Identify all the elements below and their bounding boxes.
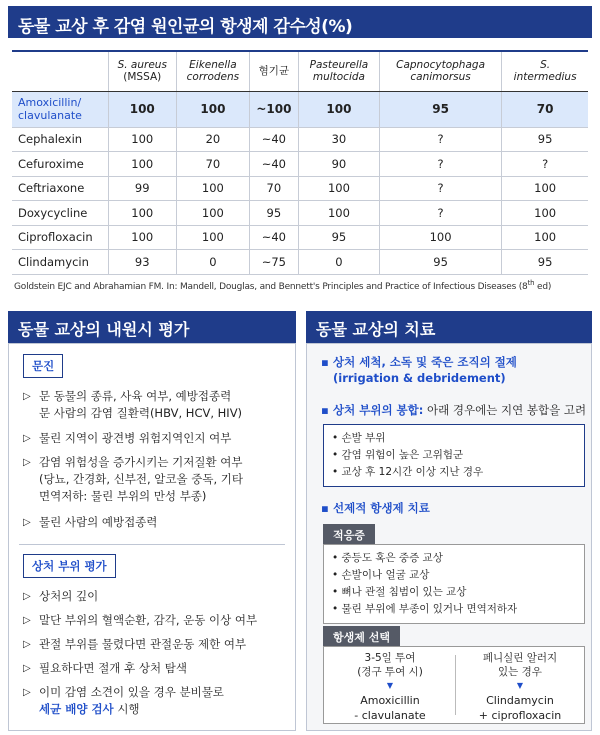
divider (19, 544, 285, 545)
susceptibility-cell: 95 (298, 225, 379, 250)
drug-name-cell: Cephalexin (12, 127, 108, 152)
header-eikenella: Eikenella corrodens (177, 51, 250, 91)
drug-name-cell: Cefuroxime (12, 152, 108, 177)
list-item: ▷ 필요하다면 절개 후 상처 탐색 (23, 661, 187, 675)
susceptibility-cell: 99 (108, 176, 177, 201)
triangle-bullet-icon: ▷ (23, 639, 31, 650)
triangle-bullet-icon: ▷ (23, 687, 31, 698)
divider (455, 655, 456, 715)
susceptibility-cell: 100 (298, 201, 379, 226)
susceptibility-cell: 100 (108, 152, 177, 177)
table-row (12, 176, 588, 201)
drug-name-cell: Clindamycin (12, 250, 108, 275)
table-row (12, 250, 588, 275)
triangle-bullet-icon: ▷ (23, 457, 31, 468)
drug-name-cell: Amoxicillin/ clavulanate (12, 91, 108, 127)
indication-heading: 적응증 (323, 524, 375, 544)
header-anaerobes: 혐기균 (249, 51, 298, 91)
susceptibility-cell: 30 (298, 127, 379, 152)
susceptibility-cell: 100 (108, 127, 177, 152)
susceptibility-cell: 100 (177, 91, 250, 127)
susceptibility-cell: 100 (298, 176, 379, 201)
table-row (12, 127, 588, 152)
list-item: ▷ 말단 부위의 혈액순환, 감각, 운동 이상 여부 (23, 613, 258, 627)
square-bullet-icon: ▪ (321, 501, 329, 515)
susceptibility-cell: 20 (177, 127, 250, 152)
susceptibility-cell: 95 (379, 91, 501, 127)
list-item: • 교상 후 12시간 이상 지난 경우 (332, 466, 484, 478)
susceptibility-cell: 100 (177, 201, 250, 226)
susceptibility-cell: 100 (502, 201, 588, 226)
triangle-bullet-icon: ▷ (23, 433, 31, 444)
table-row (12, 91, 588, 127)
header-pasteurella: Pasteurella multocida (298, 51, 379, 91)
list-item: ▷ 상처의 깊이 (23, 589, 99, 603)
susceptibility-cell: 0 (298, 250, 379, 275)
evaluation-panel (8, 343, 296, 731)
header-s-aureus: S. aureus (MSSA) (108, 51, 177, 91)
tag-wound-eval: 상처 부위 평가 (23, 554, 116, 578)
table-row (12, 225, 588, 250)
indication-box (323, 544, 585, 624)
susceptibility-cell: 0 (177, 250, 250, 275)
susceptibility-cell: 100 (298, 91, 379, 127)
list-item: ▷ 문 동물의 종류, 사육 여부, 예방접종력 문 사람의 감염 질환력(HBV, HCV, HIV) (23, 389, 243, 420)
susceptibility-cell: ~75 (249, 250, 298, 275)
table-header-row (12, 51, 588, 91)
susceptibility-cell: ? (502, 152, 588, 177)
susceptibility-cell: 100 (108, 91, 177, 127)
header-drug (12, 51, 108, 91)
susceptibility-cell: 95 (502, 250, 588, 275)
triangle-bullet-icon: ▷ (23, 663, 31, 674)
arrow-down-icon: ▼ (516, 681, 524, 690)
susceptibility-cell: 100 (177, 176, 250, 201)
susceptibility-cell: 100 (177, 225, 250, 250)
drug-name-cell: Ciprofloxacin (12, 225, 108, 250)
choice-heading: 항생제 선택 (323, 626, 400, 646)
susceptibility-cell: 70 (502, 91, 588, 127)
tag-history: 문진 (23, 354, 63, 378)
treatment-suture: ▪ 상처 부위의 봉합: 아래 경우에는 지연 봉합을 고려 (321, 403, 587, 417)
right-panel-heading: 동물 교상의 치료 (306, 311, 592, 343)
page-title: 동물 교상 후 감염 원인균의 항생제 감수성(%) (8, 6, 592, 38)
table-row (12, 152, 588, 177)
square-bullet-icon: ▪ (321, 355, 329, 369)
susceptibility-cell: 100 (502, 176, 588, 201)
susceptibility-table (12, 50, 588, 275)
treatment-panel (306, 343, 592, 731)
treatment-antibiotics: ▪ 선제적 항생제 치료 (321, 501, 430, 515)
susceptibility-cell: 93 (108, 250, 177, 275)
susceptibility-cell: ? (379, 127, 501, 152)
susceptibility-cell: ~100 (249, 91, 298, 127)
list-item: • 중등도 혹은 중증 교상 (332, 552, 443, 564)
triangle-bullet-icon: ▷ (23, 591, 31, 602)
header-s-intermedius: S. intermedius (502, 51, 588, 91)
susceptibility-cell: ~40 (249, 225, 298, 250)
list-item: ▷ 물린 사람의 예방접종력 (23, 515, 158, 529)
regimen-penicillin-allergy: 페니실린 알러지 있는 경우 ▼ Clindamycin + ciprofloxacin (458, 651, 582, 723)
susceptibility-cell: ~40 (249, 127, 298, 152)
susceptibility-cell: 100 (108, 201, 177, 226)
susceptibility-cell: 100 (108, 225, 177, 250)
left-panel-heading: 동물 교상의 내원시 평가 (8, 311, 296, 343)
list-item: • 뼈나 관절 침범이 있는 교상 (332, 586, 467, 598)
susceptibility-cell: ~40 (249, 152, 298, 177)
list-item: • 감염 위험이 높은 고위험군 (332, 449, 464, 461)
susceptibility-cell: 90 (298, 152, 379, 177)
susceptibility-cell: 95 (379, 250, 501, 275)
susceptibility-cell: 95 (249, 201, 298, 226)
treatment-irrigation: ▪ 상처 세척, 소독 및 죽은 조직의 절제 (irrigation & debridement) (321, 355, 517, 385)
arrow-down-icon: ▼ (386, 681, 394, 690)
susceptibility-cell: 70 (249, 176, 298, 201)
antibiotic-choice-box (323, 646, 585, 724)
susceptibility-cell: ? (379, 152, 501, 177)
susceptibility-cell: 100 (379, 225, 501, 250)
triangle-bullet-icon: ▷ (23, 615, 31, 626)
list-item: • 손발 부위 (332, 432, 386, 444)
citation: Goldstein EJC and Abrahamian FM. In: Mandell, Douglas, and Bennett's Principles and Practice of Infectious Diseases (8th ed) (14, 279, 552, 292)
list-item: ▷ 감염 위험성을 증가시키는 기저질환 여부 (당뇨, 간경화, 신부전, 알코올 중독, 기타 면역저하: 물린 부위의 만성 부종) (23, 455, 244, 503)
list-item: ▷ 관절 부위를 물렸다면 관절운동 제한 여부 (23, 637, 247, 651)
table-row (12, 201, 588, 226)
susceptibility-cell: 95 (502, 127, 588, 152)
list-item: • 물린 부위에 부종이 있거나 면역저하자 (332, 603, 518, 615)
drug-name-cell: Ceftriaxone (12, 176, 108, 201)
list-item: ▷ 물린 지역이 광견병 위험지역인지 여부 (23, 431, 232, 445)
regimen-standard: 3-5일 투여 (경구 투여 시) ▼ Amoxicillin - clavulanate (328, 651, 452, 723)
list-item: ▷ 이미 감염 소견이 있을 경우 분비물로 세균 배양 검사 시행 (23, 685, 224, 716)
delayed-suture-box (323, 424, 585, 487)
susceptibility-cell: ? (379, 201, 501, 226)
list-item: • 손발이나 얼굴 교상 (332, 569, 430, 581)
header-capnocytophaga: Capnocytophaga canimorsus (379, 51, 501, 91)
susceptibility-cell: 100 (502, 225, 588, 250)
triangle-bullet-icon: ▷ (23, 391, 31, 402)
susceptibility-cell: 70 (177, 152, 250, 177)
susceptibility-cell: ? (379, 176, 501, 201)
drug-name-cell: Doxycycline (12, 201, 108, 226)
triangle-bullet-icon: ▷ (23, 517, 31, 528)
square-bullet-icon: ▪ (321, 403, 329, 417)
